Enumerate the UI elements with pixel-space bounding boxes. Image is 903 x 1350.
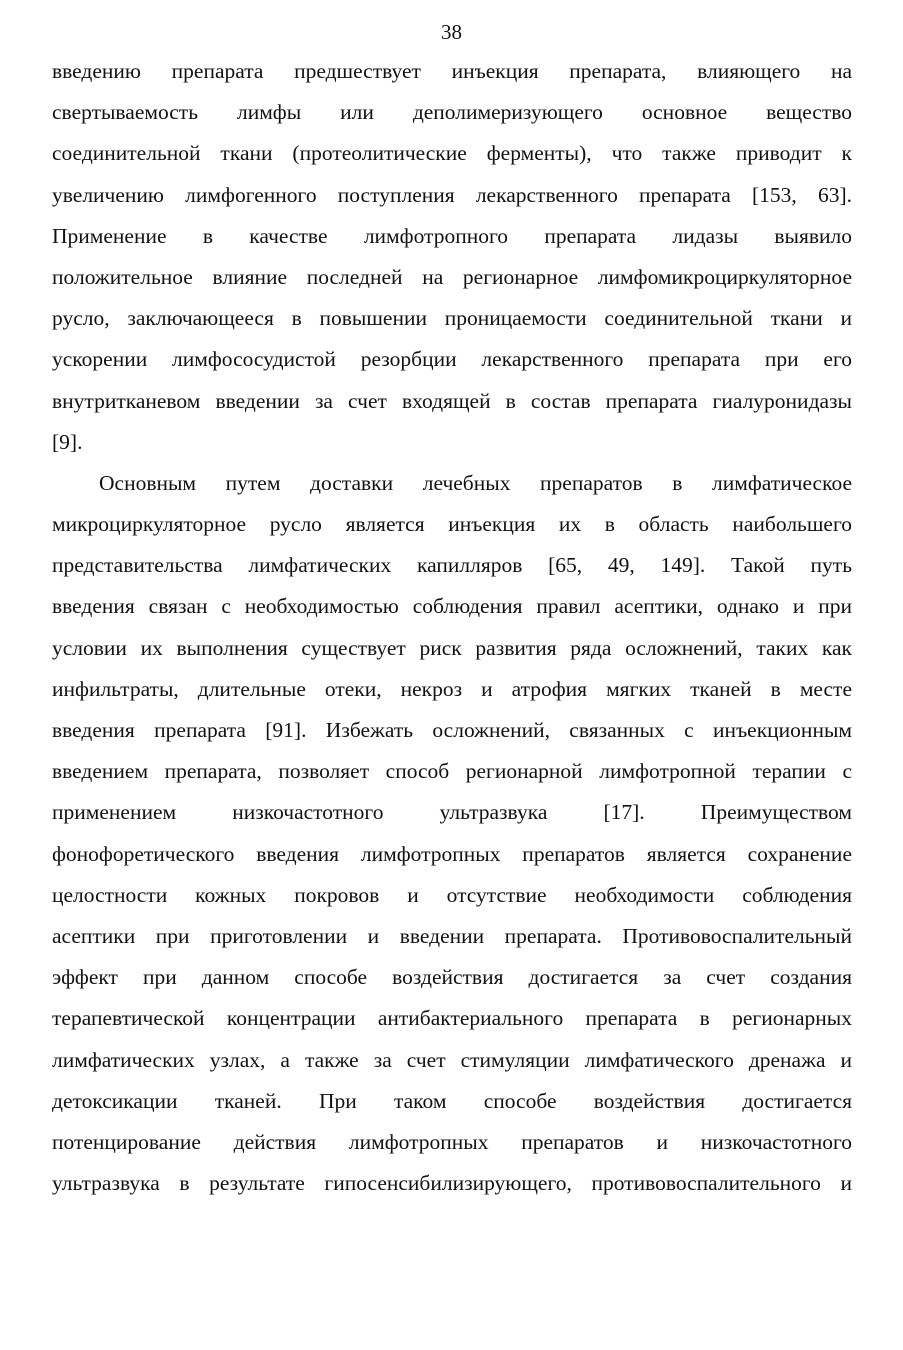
text-line: положительное влияние последней на регионарное лимфомикроциркуляторное [52, 264, 852, 289]
text-line: фонофоретического введения лимфотропных препаратов является сохранение [52, 841, 852, 866]
text-line: условии их выполнения существует риск развития ряда осложнений, таких как [52, 635, 852, 660]
text-line: введением препарата, позволяет способ регионарной лимфотропной терапии с [52, 759, 852, 784]
text-line: [9]. [52, 429, 83, 454]
text-line: ускорении лимфососудистой резорбции лекарственного препарата при его [52, 347, 852, 372]
text-line: микроциркуляторное русло является инъекция их в область наибольшего [52, 512, 852, 537]
text-line: введения препарата [91]. Избежать осложнений, связанных с инъекционным [52, 718, 852, 742]
text-line: эффект при данном способе воздействия достигается за счет создания [52, 965, 852, 990]
text-line: увеличению лимфогенного поступления лекарственного препарата [153, 63]. [52, 182, 852, 207]
text-line: представительства лимфатических капилляров [65, 49, 149]. Такой путь [52, 553, 852, 578]
text-line: соединительной ткани (протеолитические ферменты), что также приводит к [52, 141, 852, 166]
text-line: лимфатических узлах, а также за счет стимуляции лимфатического дренажа и [52, 1047, 852, 1072]
text-line: введению препарата предшествует инъекция препарата, влияющего на [52, 59, 852, 83]
text-line: свертываемость лимфы или деполимеризующего основное вещество [52, 100, 852, 125]
page-number: 38 [441, 20, 462, 44]
document-body [52, 56, 852, 1209]
text-line: Применение в качестве лимфотропного препарата лидазы выявило [52, 223, 852, 248]
text-line: потенцирование действия лимфотропных препаратов и низкочастотного [52, 1129, 852, 1154]
text-line: асептики при приготовлении и введении препарата. Противовоспалительный [52, 923, 852, 948]
text-line: целостности кожных покровов и отсутствие необходимости соблюдения [52, 882, 852, 907]
text-line: русло, заключающееся в повышении проницаемости соединительной ткани и [52, 306, 852, 331]
text-line: Основным путем доставки лечебных препаратов в лимфатическое [99, 470, 852, 495]
text-line: инфильтраты, длительные отеки, некроз и атрофия мягких тканей в месте [52, 676, 852, 701]
text-line: ультразвука в результате гипосенсибилизирующего, противовоспалительного и [52, 1171, 852, 1196]
text-line: детоксикации тканей. При таком способе воздействия достигается [52, 1088, 852, 1113]
text-line: применением низкочастотного ультразвука [17]. Преимуществом [52, 800, 852, 825]
text-line: терапевтической концентрации антибактериального препарата в регионарных [52, 1006, 852, 1031]
text-line: внутритканевом введении за счет входящей в состав препарата гиалуронидазы [52, 388, 852, 413]
text-line: введения связан с необходимостью соблюдения правил асептики, однако и при [52, 594, 852, 619]
